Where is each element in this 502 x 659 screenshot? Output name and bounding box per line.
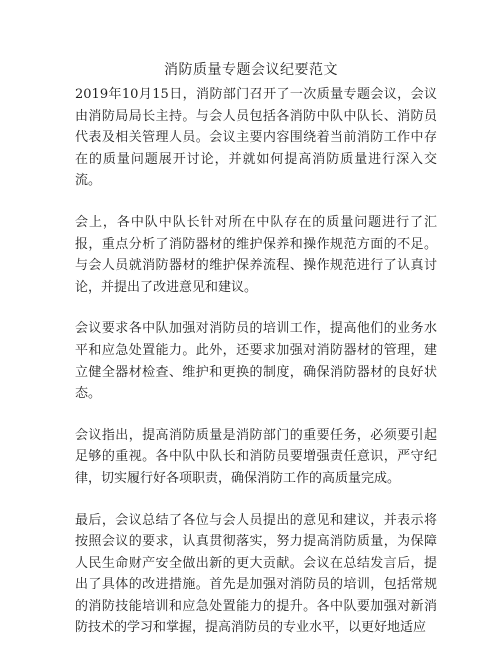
document-body xyxy=(75,84,437,659)
paragraph-3: 会议要求各中队加强对消防员的培训工作，提高他们的业务水平和应急处置能力。此外，还要求加强对消防器材的管理，建立健全器材检查、维护和更换的制度，确保消防器材的良好状态。 xyxy=(75,321,437,402)
paragraph-1: 2019年10月15日，消防部门召开了一次质量专题会议，会议由消防局局长主持。与会人员包括各消防中队中队长、消防员代表及相关管理人员。会议主要内容围绕着当前消防工作中存在的质量问题展开讨论，并就如何提高消防质量进行深入交流。 xyxy=(75,87,437,189)
paragraph-2: 会上，各中队中队长针对所在中队存在的质量问题进行了汇报，重点分析了消防器材的维护保养和操作规范方面的不足。与会人员就消防器材的维护保养流程、操作规范进行了认真讨论，并提出了改进意见和建议。 xyxy=(75,214,437,295)
paragraph-4: 会议指出，提高消防质量是消防部门的重要任务，必须要引起足够的重视。各中队中队长和消防员要增强责任意识，严守纪律，切实履行好各项职责，确保消防工作的高质量完成。 xyxy=(75,427,437,486)
paragraph-5: 最后，会议总结了各位与会人员提出的意见和建议，并表示将按照会议的要求，认真贯彻落实，努力提高消防质量，为保障人民生命财产安全做出新的更大贡献。会议在总结发言后，提出了具体的改进措施。首先是加强对消防员的培训，包括常规的消防技能培训和应急处置能力的提升。各中队要加强对新消防技术的学习和掌握，提高消防员的专业水平，以更好地适应 xyxy=(75,512,437,636)
document-title: 消防质量专题会议纪要范文 xyxy=(164,62,338,78)
